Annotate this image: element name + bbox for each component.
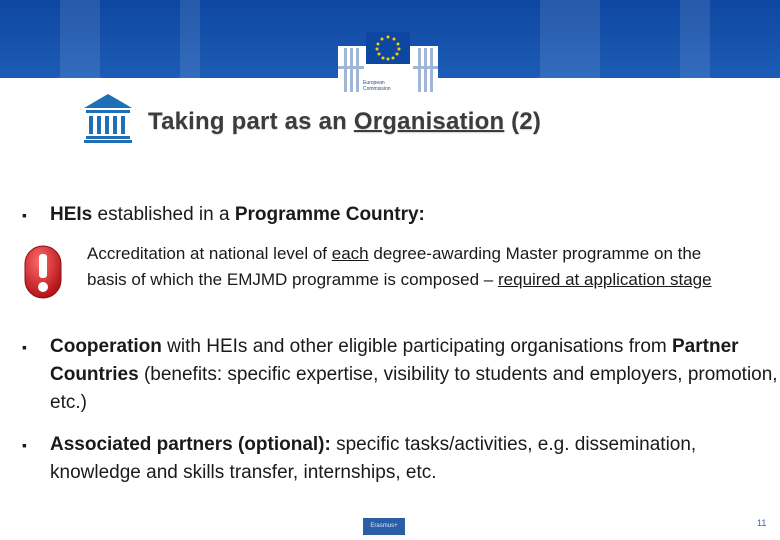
erasmus-plus-logo: Erasmus+ [363, 518, 405, 535]
bullet-cooperation: ▪ Cooperation with HEIs and other eligible participating organisations from Partner Countries (benefits: specific expertise, visibility to students and employers, promotion, etc.) [22, 333, 780, 417]
institution-building-icon [82, 92, 134, 144]
european-commission-logo-text: European Commission [363, 80, 391, 92]
bullet-heis: ▪ HEIs established in a Programme Country: [22, 201, 425, 229]
bullet-marker: ▪ [22, 437, 27, 453]
bullet-marker: ▪ [22, 339, 27, 355]
bullet-marker: ▪ [22, 207, 27, 223]
bullet-associated-partners: ▪ Associated partners (optional): specific tasks/activities, e.g. dissemination, knowledge and skills transfer, internships, etc. [22, 431, 722, 487]
page-title: Taking part as an Organisation (2) [148, 108, 542, 135]
accreditation-note: Accreditation at national level of each degree-awarding Master programme on the basis of which the EMJMD programme is composed – required at application stage [87, 244, 712, 289]
page-number: 11 [757, 518, 767, 528]
exclamation-warning-icon [23, 244, 63, 300]
